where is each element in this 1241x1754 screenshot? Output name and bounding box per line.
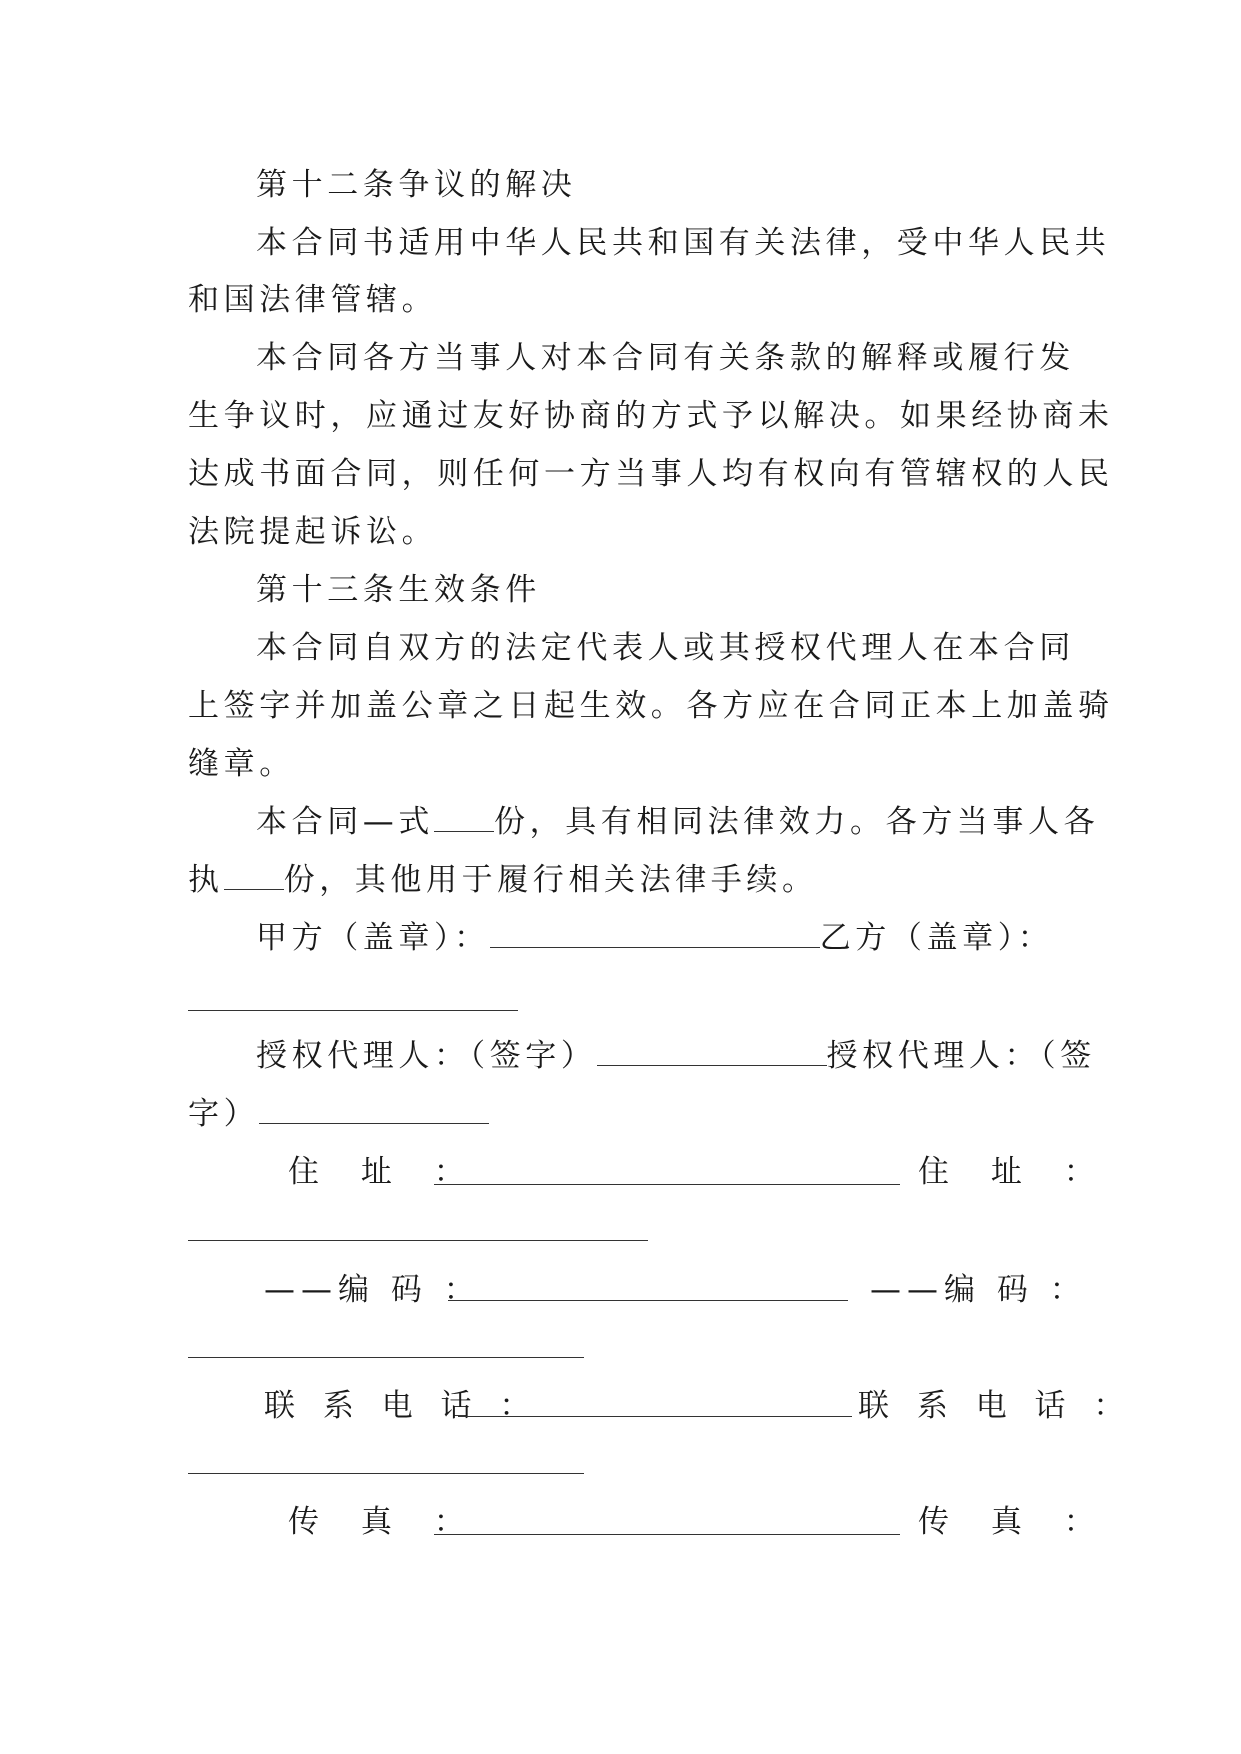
- phone-b-blank[interactable]: [188, 1473, 584, 1474]
- copies-text-1: 本合同—式: [256, 804, 434, 840]
- agent-a-signature-blank[interactable]: [597, 1037, 827, 1066]
- paragraph-line: 本合同各方当事人对本合同有关条款的解释或履行发: [256, 340, 1075, 376]
- postcode-label-b: ——编 码 ：: [870, 1272, 1087, 1308]
- agent-b-signature-blank[interactable]: [259, 1095, 489, 1124]
- paragraph-line: 达成书面合同，则任何一方当事人均有权向有管辖权的人民: [188, 456, 1114, 492]
- party-b-seal-blank[interactable]: [188, 1010, 518, 1011]
- total-copies-blank[interactable]: [434, 803, 494, 832]
- party-a-seal-label: 甲方（盖章）：: [256, 920, 490, 956]
- phone-a-blank[interactable]: [458, 1416, 852, 1417]
- party-b-seal-label: 乙方（盖章）：: [819, 920, 1054, 956]
- postcode-a-blank[interactable]: [448, 1300, 848, 1301]
- copies-line-2: [188, 860, 818, 900]
- agent-b-label: 授权代理人：（签: [826, 1038, 1096, 1074]
- paragraph-line: 法院提起诉讼。: [188, 514, 438, 550]
- address-b-blank[interactable]: [188, 1240, 648, 1241]
- paragraph-line: 上签字并加盖公章之日起生效。各方应在合同正本上加盖骑: [188, 688, 1114, 724]
- copies-text-3: 执: [188, 862, 224, 898]
- copies-line: [256, 802, 1099, 842]
- paragraph-line: 缝章。: [188, 746, 295, 782]
- paragraph-line: 本合同自双方的法定代表人或其授权代理人在本合同: [256, 630, 1075, 666]
- postcode-label-a: ——编 码 ：: [264, 1272, 481, 1308]
- phone-label-b: 联 系 电 话 ：: [858, 1388, 1134, 1424]
- agent-b-label-cont: 字）: [188, 1096, 260, 1132]
- fax-a-blank[interactable]: [434, 1534, 900, 1535]
- address-label-a: 住 址 ：: [288, 1154, 481, 1190]
- article-12-heading: 第十二条争议的解决: [256, 167, 577, 203]
- agent-line-2: [188, 1094, 489, 1134]
- agent-line: [256, 1036, 1096, 1076]
- address-a-blank[interactable]: [434, 1184, 900, 1185]
- party-a-seal-blank[interactable]: [490, 919, 820, 948]
- copies-text-4: 份，其他用于履行相关法律手续。: [283, 862, 818, 898]
- paragraph-line: 和国法律管辖。: [188, 282, 438, 318]
- fax-label-b: 传 真 ：: [918, 1504, 1111, 1540]
- agent-a-label: 授权代理人：（签字）: [256, 1038, 597, 1074]
- fax-label-a: 传 真 ：: [288, 1504, 481, 1540]
- party-seal-line: [256, 918, 1053, 958]
- address-label-b: 住 址 ：: [918, 1154, 1111, 1190]
- copies-text-2: 份，具有相同法律效力。各方当事人各: [494, 804, 1100, 840]
- article-13-heading: 第十三条生效条件: [256, 572, 541, 608]
- paragraph-line: 生争议时，应通过友好协商的方式予以解决。如果经协商未: [188, 398, 1114, 434]
- paragraph-line: 本合同书适用中华人民共和国有关法律，受中华人民共: [256, 225, 1111, 261]
- postcode-b-blank[interactable]: [188, 1357, 584, 1358]
- phone-label-a: 联 系 电 话 ：: [264, 1388, 540, 1424]
- copies-each-blank[interactable]: [224, 861, 284, 890]
